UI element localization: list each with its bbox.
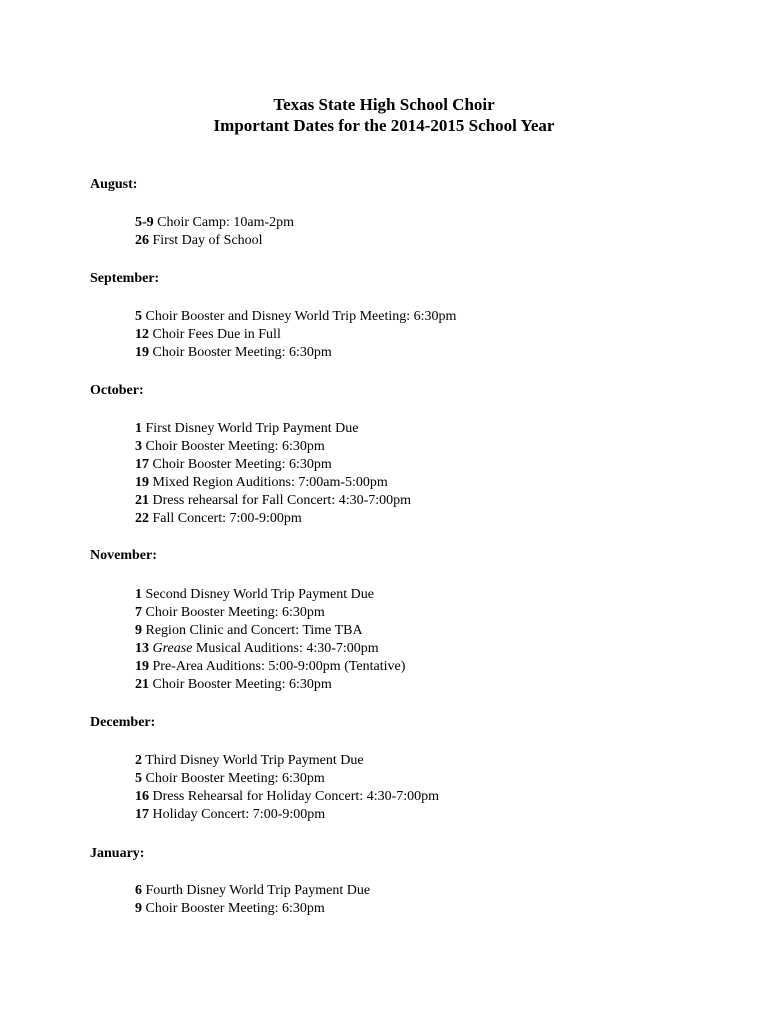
event-text: Choir Booster Meeting: 6:30pm — [145, 605, 325, 620]
event-text: Choir Fees Due in Full — [152, 327, 281, 342]
list-item — [135, 788, 439, 806]
document-title — [0, 94, 768, 136]
list-item — [135, 456, 411, 474]
event-day: 7 — [135, 605, 142, 620]
list-item — [135, 344, 456, 362]
event-text: Region Clinic and Concert: Time TBA — [145, 623, 363, 638]
event-list-january — [135, 882, 370, 918]
list-item — [135, 214, 294, 232]
event-day: 6 — [135, 883, 142, 898]
event-text: Fall Concert: 7:00-9:00pm — [152, 511, 302, 526]
list-item — [135, 658, 405, 676]
event-list-august — [135, 214, 294, 250]
title-line-1: Texas State High School Choir — [273, 95, 495, 114]
event-text: Choir Booster Meeting: 6:30pm — [145, 439, 325, 454]
event-day: 19 — [135, 345, 149, 360]
event-list-october — [135, 420, 411, 528]
event-day: 5-9 — [135, 215, 154, 230]
month-heading-december: December: — [90, 715, 156, 730]
event-day: 19 — [135, 659, 149, 674]
event-text: Choir Booster Meeting: 6:30pm — [145, 901, 325, 916]
event-day: 21 — [135, 493, 149, 508]
list-item — [135, 586, 405, 604]
list-item — [135, 308, 456, 326]
month-heading-august: August: — [90, 177, 138, 192]
event-text: Choir Booster Meeting: 6:30pm — [152, 345, 332, 360]
event-day: 16 — [135, 789, 149, 804]
event-text: Pre-Area Auditions: 5:00-9:00pm (Tentative) — [152, 659, 406, 674]
event-day: 9 — [135, 623, 142, 638]
event-text: Dress rehearsal for Fall Concert: 4:30-7:00pm — [152, 493, 412, 508]
event-list-december — [135, 752, 439, 824]
list-item — [135, 900, 370, 918]
event-day: 13 — [135, 641, 149, 656]
list-item — [135, 420, 411, 438]
month-heading-january: January: — [90, 846, 145, 861]
event-day: 1 — [135, 587, 142, 602]
event-text: Dress Rehearsal for Holiday Concert: 4:30-7:00pm — [152, 789, 440, 804]
list-item — [135, 806, 439, 824]
event-day: 17 — [135, 807, 149, 822]
event-day: 12 — [135, 327, 149, 342]
event-day: 17 — [135, 457, 149, 472]
event-text: Choir Booster Meeting: 6:30pm — [152, 677, 332, 692]
month-heading-october: October: — [90, 383, 144, 398]
event-day: 2 — [135, 753, 142, 768]
event-text: Musical Auditions: 4:30-7:00pm — [195, 641, 379, 656]
event-text: Choir Booster Meeting: 6:30pm — [152, 457, 332, 472]
month-heading-november: November: — [90, 548, 157, 563]
event-text: Third Disney World Trip Payment Due — [145, 753, 364, 768]
event-day: 22 — [135, 511, 149, 526]
event-day: 5 — [135, 309, 142, 324]
list-item — [135, 326, 456, 344]
event-day: 3 — [135, 439, 142, 454]
event-list-september — [135, 308, 456, 362]
event-day: 5 — [135, 771, 142, 786]
event-list-november — [135, 586, 405, 694]
list-item — [135, 510, 411, 528]
list-item — [135, 622, 405, 640]
list-item — [135, 232, 294, 250]
event-text: Mixed Region Auditions: 7:00am-5:00pm — [152, 475, 388, 490]
list-item — [135, 882, 370, 900]
list-item — [135, 492, 411, 510]
event-day: 26 — [135, 233, 149, 248]
event-text: Holiday Concert: 7:00-9:00pm — [152, 807, 326, 822]
month-heading-september: September: — [90, 271, 160, 286]
event-text: Choir Camp: 10am-2pm — [157, 215, 295, 230]
list-item — [135, 752, 439, 770]
event-day: 21 — [135, 677, 149, 692]
list-item — [135, 770, 439, 788]
event-text: Choir Booster and Disney World Trip Meeting: 6:30pm — [145, 309, 457, 324]
event-emphasis: Grease — [152, 641, 193, 656]
list-item — [135, 474, 411, 492]
event-day: 19 — [135, 475, 149, 490]
title-line-2: Important Dates for the 2014-2015 School Year — [213, 116, 555, 135]
event-text: First Disney World Trip Payment Due — [145, 421, 359, 436]
list-item — [135, 604, 405, 622]
list-item — [135, 676, 405, 694]
event-day: 1 — [135, 421, 142, 436]
event-day: 9 — [135, 901, 142, 916]
list-item — [135, 438, 411, 456]
event-text: Fourth Disney World Trip Payment Due — [145, 883, 371, 898]
event-text: Choir Booster Meeting: 6:30pm — [145, 771, 325, 786]
event-text: Second Disney World Trip Payment Due — [145, 587, 374, 602]
list-item — [135, 640, 405, 658]
event-text: First Day of School — [152, 233, 263, 248]
